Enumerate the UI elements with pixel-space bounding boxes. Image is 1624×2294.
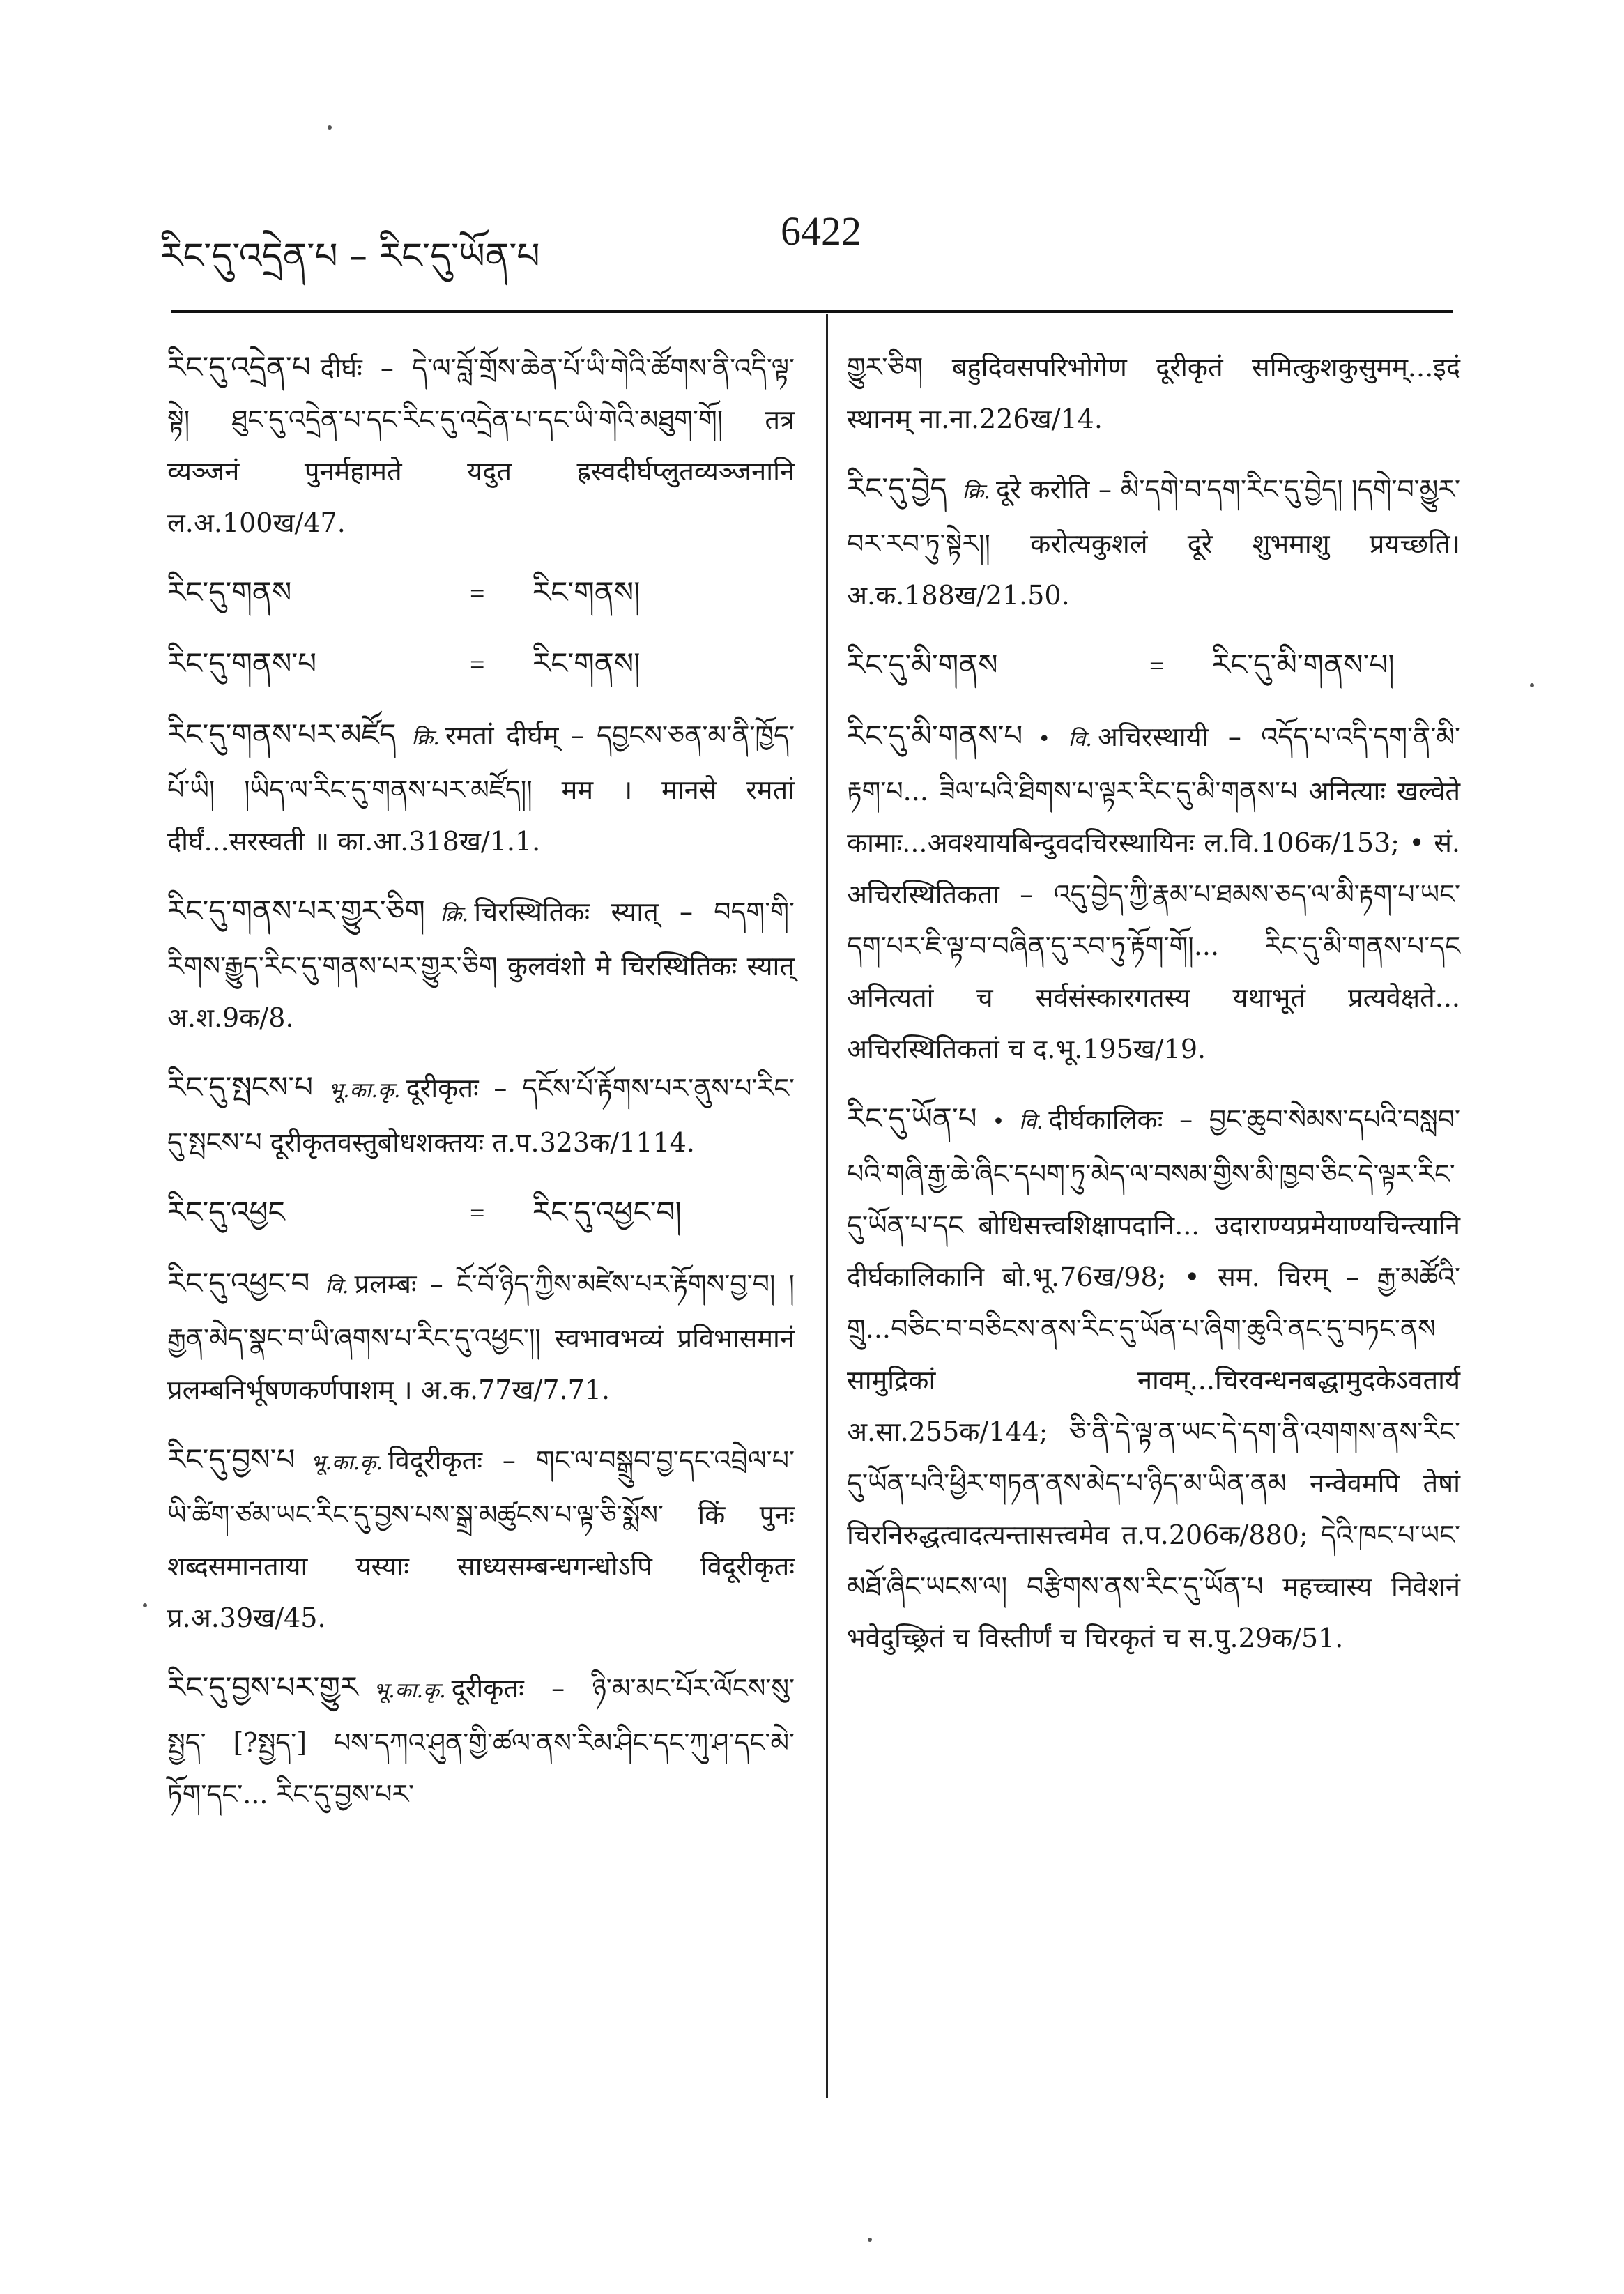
grammar-label: वि. <box>325 1274 349 1299</box>
entry-body <box>847 463 1460 621</box>
entry-definition: चिरस्थितिकः स्यात् – བདག་གི་རིགས་རྒྱུད་རིང་དུ་གནས་པར་གྱུར་ཅིག कुलवंशो मे चिरस्थितिकः स्यात् अ.श.9क/8. <box>167 896 795 1033</box>
entry-body <box>167 1434 795 1644</box>
grammar-label: क्रि. <box>440 902 469 926</box>
entry-headword: རིང་དུ་གནས་པ <box>167 646 317 680</box>
dictionary-entry <box>847 1093 1460 1664</box>
running-head: རིང་དུ་འདྲེན་པ – རིང་དུ་ཡོན་པ <box>160 236 540 277</box>
cross-reference: རིང་དུ་མི་གནས་པ། <box>1212 648 1395 682</box>
entry-headword: རིང་དུ་འཕྱང་བ <box>167 1266 310 1300</box>
entry-definition: अचिरस्थायी – འདོད་པ་འདི་དག་ནི་མི་རྟག་པ... ཟིལ་པའི་ཐིགས་པ་ལྟར་རིང་དུ་མི་གནས་པ अनित्याः खल्वेते कामाः...अवश्यायबिन्दुवदचिरस्थायिनः ल.वि.106क/153; • सं. अचिरस्थितिकता – འདུ་བྱེད་ཀྱི་རྣམ་པ་ཐམས་ཅད་ལ་མི་རྟག་པ་ཡང་དག་པར་ཇི་ལྟ་བ་བཞིན་དུ་རབ་ཏུ་རྟོག་གོ།... རིང་དུ་མི་གནས་པ་དང अनित्यतां च सर्वसंस्कारगतस्य यथाभूतं प्रत्यवेक्षते... अचिरस्थितिकतां च द.भू.195ख/19. <box>847 721 1460 1064</box>
entry-body <box>167 885 795 1043</box>
page-header <box>160 202 1457 277</box>
entry-definition: दूरे करोति – མི་དགེ་བ་དག་རིང་དུ་བྱེད། །དགེ་བ་མྱུར་བར་རབ་ཏུ་སྟེར།། करोत्यकुशलं दूरे शुभमाशु प्रयच्छति। अ.क.188ख/21.50. <box>847 474 1460 611</box>
grammar-label: भू.का.कृ. <box>310 1451 383 1475</box>
entry-headword: རིང་དུ་བྱས་པར་གྱུར <box>167 1670 359 1704</box>
cross-reference: རིང་དུ་འཕྱང་བ། <box>533 1195 682 1229</box>
entry-headword: རིང་དུ་གནས་པར་གྱུར་ཅིག <box>167 894 425 928</box>
scan-speck <box>1530 683 1534 687</box>
left-column <box>167 342 795 1838</box>
dictionary-entry <box>167 1662 795 1820</box>
equals-sign: = <box>470 579 485 609</box>
cross-reference: རིང་གནས། <box>533 575 641 609</box>
grammar-label: क्रि. <box>411 726 440 750</box>
entry-definition: रमतां दीर्घम् – དབྱངས་ཅན་མ་ནི་ཁྱོད་པོ་ཡི། །ཡིད་ལ་རིང་དུ་གནས་པར་མཛོད།། मम । मानसे रमतां दीर्घं...सरस्वती ॥ का.आ.318ख/1.1. <box>167 720 795 857</box>
page-number: 6422 <box>781 208 861 254</box>
cross-reference: རིང་གནས། <box>533 646 641 680</box>
entry-body <box>167 709 795 867</box>
grammar-label: क्रि. <box>962 480 990 504</box>
grammar-label: • वि. <box>1038 727 1092 751</box>
grammar-label: • वि. <box>992 1110 1043 1134</box>
entry-headword: རིང་དུ་གནས <box>167 575 292 609</box>
entry-body <box>167 1662 795 1820</box>
dictionary-entry <box>167 1062 795 1168</box>
entry-headword: རིང་དུ་གནས་པར་མཛོད <box>167 717 397 751</box>
entry-definition: प्रलम्बः – ངོ་བོ་ཉིད་ཀྱིས་མཛེས་པར་རྟོགས་བྱ་བ། །རྒྱན་མེད་སྣང་བ་ཡི་ཞགས་པ་རིང་དུ་འཕྱང་།། स्वभावभव्यं प्रविभासमानं प्रलम्बनिर्भूषणकर्णपाशम् । अ.क.77ख/7.71. <box>167 1269 795 1405</box>
scan-speck <box>868 2238 872 2242</box>
dictionary-entry <box>847 710 1460 1075</box>
entry-definition: दीर्घकालिकः – བྱང་ཆུབ་སེམས་དཔའི་བསླབ་པའི་གཞི་རྒྱ་ཆེ་ཞིང་དཔག་ཏུ་མེད་ལ་བསམ་གྱིས་མི་ཁྱབ་ཅིང་དེ་ལྟར་རིང་དུ་ཡོན་པ་དང बोधिसत्त्वशिक्षापदानि... उदाराण्यप्रमेयाण्यचिन्त्यानि दीर्घकालिकानि बो.भू.76ख/98; • सम. चिरम् – རྒྱ་མཚོའི་གྲུ...བཅིང་བ་བཅིངས་ནས་རིང་དུ་ཡོན་པ་ཞིག་ཆུའི་ནང་དུ་བཏང་ནས सामुद्रिकां नावम्...चिरवन्धनबद्धामुदकेऽवतार्य अ.सा.255क/144; ཅི་ནི་དེ་ལྟ་ན་ཡང་དེ་དག་ནི་འགགས་ནས་རིང་དུ་ཡོན་པའི་ཕྱིར་གཏན་ནས་མེད་པ་ཉིད་མ་ཡིན་ནམ नन्वेवमपि तेषां चिरनिरुद्धत्वादत्यन्तासत्त्वमेव त.प.206क/880; དེའི་ཁང་པ་ཡང་མཐོ་ཞིང་ཡངས་ལ། བརྩིགས་ནས་རིང་དུ་ཡོན་པ महच्चास्य निवेशनं भवेदुच्छ्रितं च विस्तीर्णं च चिरकृतं च स.पु.29क/51. <box>847 1104 1460 1653</box>
equals-sign: = <box>470 1199 485 1228</box>
entry-headword: རིང་དུ་མི་གནས་པ <box>847 719 1023 753</box>
header-rule <box>171 310 1453 313</box>
dictionary-entry <box>167 709 795 867</box>
entry-definition: दूरीकृतः – དངོས་པོ་རྟོགས་པར་ནུས་པ་རིང་དུ་སྤངས་པ दूरीकृतवस्तुबोधशक्तयः त.प.323क/1114. <box>167 1073 795 1158</box>
grammar-label: भू.का.कृ. <box>328 1078 401 1103</box>
dictionary-entry <box>847 463 1460 621</box>
equals-sign: = <box>470 650 485 680</box>
entry-headword: རིང་དུ་ཡོན་པ <box>847 1101 977 1135</box>
entry-headword: རིང་དུ་སྤངས་པ <box>167 1070 314 1104</box>
dictionary-entry <box>167 885 795 1043</box>
entry-body <box>167 342 795 549</box>
entry-body <box>847 342 1460 445</box>
dictionary-entry <box>167 1434 795 1644</box>
dictionary-entry <box>167 1186 795 1239</box>
scan-speck <box>328 125 332 130</box>
entry-headword: རིང་དུ་བྱེད <box>847 471 947 505</box>
entry-definition: གྱུར་ཅིག बहुदिवसपरिभोगेण दूरीकृतं समित्कुशकुसुमम्...इदं स्थानम् ना.ना.226ख/14. <box>847 352 1460 434</box>
scan-speck <box>143 1603 147 1607</box>
grammar-label: भू.का.कृ. <box>374 1679 446 1703</box>
entry-definition: दीर्घः – དེ་ལ་བློ་གྲོས་ཆེན་པོ་ཡི་གེའི་ཚོགས་ནི་འདི་ལྟ་སྟེ། ཐུང་དུ་འདྲེན་པ་དང་རིང་དུ་འདྲེན་པ་དང་ཡི་གེའི་མཐུག་གོ། तत्र व्यञ्जनं पुनर्महामते यदुत ह्रस्वदीर्घप्लुतव्यञ्जनानि ल.अ.100ख/47. <box>167 353 795 538</box>
entry-headword: རིང་དུ་འཕྱང <box>167 1195 285 1229</box>
dictionary-entry <box>847 639 1460 692</box>
entry-headword: རིང་དུ་བྱས་པ <box>167 1442 296 1476</box>
entry-body <box>847 1093 1460 1664</box>
entry-body <box>167 1062 795 1168</box>
entry-headword: རིང་དུ་མི་གནས <box>847 648 998 682</box>
entry-definition: विदूरीकृतः – གང་ལ་བསྒྲུབ་བྱ་དང་འབྲེལ་པ་ཡི་ཚིག་ཙམ་ཡང་རིང་དུ་བྱས་པས་སྒྲ་མཚུངས་པ་ལྟ་ཅི་སྨོས་ किं पुनः शब्दसमानताया यस्याः साध्यसम्बन्धगन्धोऽपि विदूरीकृतः प्र.अ.39ख/45. <box>167 1445 795 1633</box>
entry-body <box>167 1257 795 1416</box>
dictionary-entry <box>167 1257 795 1416</box>
dictionary-entry <box>167 567 795 620</box>
dictionary-entry <box>167 638 795 691</box>
equals-sign: = <box>1149 652 1165 681</box>
entry-definition: दूरीकृतः – ཉི་མ་མང་པོར་ལོངས་སུ་སྤྱད་ [?སྤྱད་] པས་དཀའ་ཤུན་གྱི་ཚལ་ནས་རིམ་ཤིང་དང་ཀུ་ཤ་དང་མེ་ཏོག་དང་... རིང་དུ་བྱས་པར་ <box>167 1673 795 1810</box>
column-divider <box>826 314 828 2098</box>
dictionary-entry <box>847 342 1460 445</box>
right-column <box>847 342 1460 1682</box>
entry-body <box>847 710 1460 1075</box>
dictionary-entry <box>167 342 795 549</box>
entry-headword: རིང་དུ་འདྲེན་པ <box>167 350 311 384</box>
